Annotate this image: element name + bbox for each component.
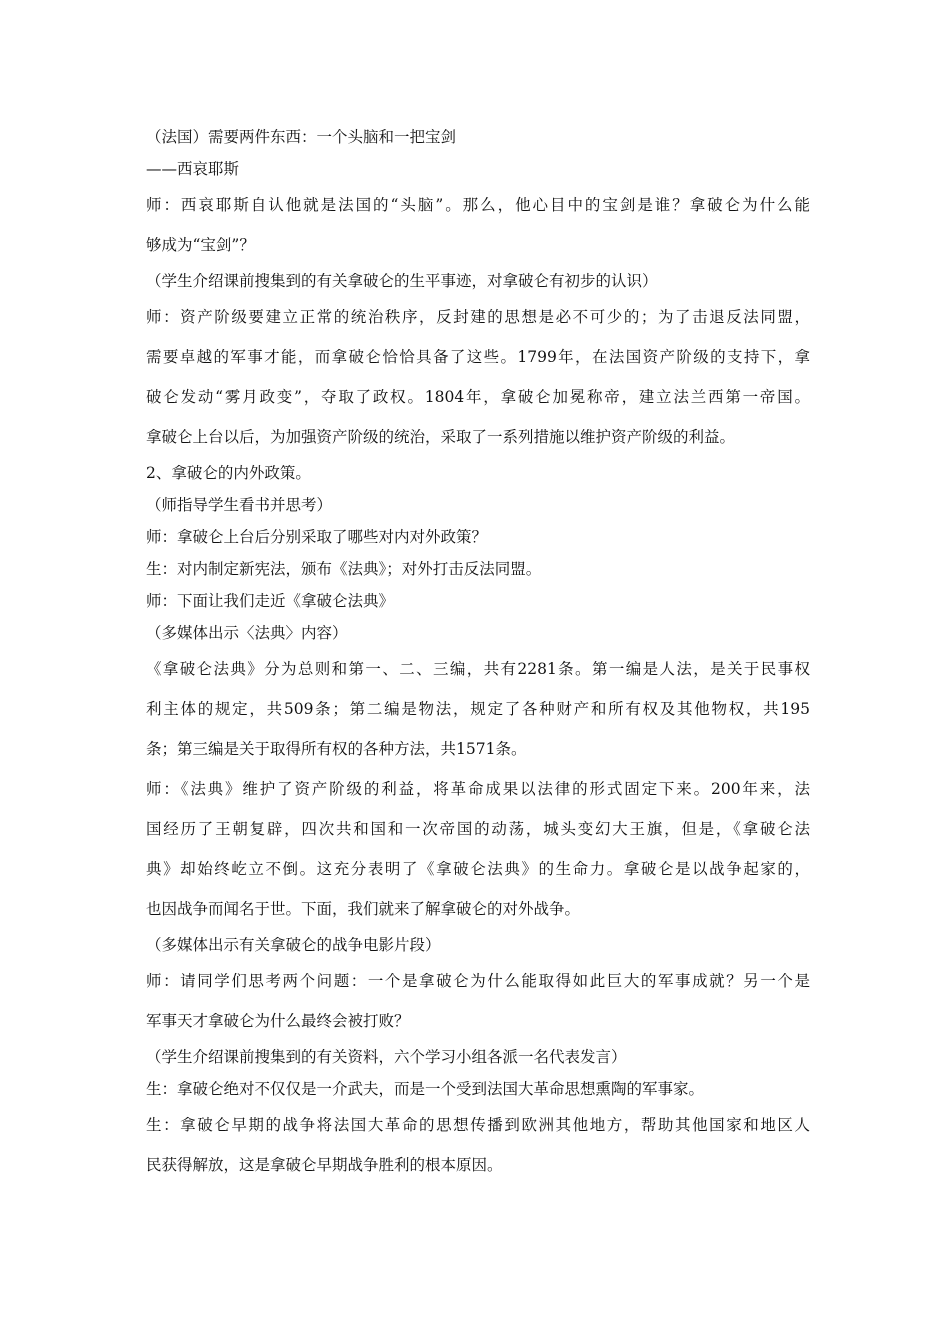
text-row: 师：西哀耶斯自认他就是法国的“头脑”。那么，他心目中的宝剑是谁？拿破仑为什么能	[146, 196, 810, 214]
document-body	[146, 121, 810, 1185]
text-row: 拿破仑上台以后，为加强资产阶级的统治，采取了一系列措施以维护资产阶级的利益。	[146, 428, 736, 446]
text-row: 《拿破仑法典》分为总则和第一、二、三编，共有2281条。第一编是人法，是关于民事权	[146, 660, 810, 678]
multimedia-note-code: （多媒体出示〈法典〉内容）	[146, 624, 348, 642]
text-row: 破仑发动“雾月政变”，夺取了政权。1804年，拿破仑加冕称帝，建立法兰西第一帝国。	[146, 388, 810, 406]
text-row: 需要卓越的军事才能，而拿破仑恰恰具备了这些。1799年，在法国资产阶级的支持下，拿	[146, 348, 810, 366]
code-description-paragraph	[146, 649, 810, 769]
text-row: 条；第三编是关于取得所有权的各种方法，共1571条。	[146, 740, 527, 758]
teacher-paragraph-code	[146, 769, 810, 929]
section-heading-policies: 2、拿破仑的内外政策。	[146, 464, 311, 482]
teacher-question-military	[146, 961, 810, 1041]
teacher-paragraph-rise	[146, 297, 810, 457]
teacher-question-policies: 师：拿破仑上台后分别采取了哪些对内对外政策？	[146, 528, 488, 546]
teacher-intro-code: 师：下面让我们走近《拿破仑法典》	[146, 592, 395, 610]
text-row: 够成为“宝剑”？	[146, 236, 255, 254]
student-answer-military: 生：拿破仑绝对不仅仅是一介武夫，而是一个受到法国大革命思想熏陶的军事家。	[146, 1080, 705, 1098]
student-answer-policies: 生：对内制定新宪法，颁布《法典》；对外打击反法同盟。	[146, 560, 542, 578]
teacher-paragraph-sword	[146, 185, 810, 265]
student-activity-note: （学生介绍课前搜集到的有关拿破仑的生平事迹，对拿破仑有初步的认识）	[146, 272, 658, 290]
text-row: 生：拿破仑早期的战争将法国大革命的思想传播到欧洲其他地方，帮助其他国家和地区人	[146, 1116, 810, 1134]
text-row: 民获得解放，这是拿破仑早期战争胜利的根本原因。	[146, 1156, 503, 1174]
text-row: 军事天才拿破仑为什么最终会被打败？	[146, 1012, 410, 1030]
text-row: 也因战争而闻名于世。下面，我们就来了解拿破仑的对外战争。	[146, 900, 581, 918]
text-row: 利主体的规定，共509条；第二编是物法，规定了各种财产和所有权及其他物权，共195	[146, 700, 810, 718]
text-row: 师：请同学们思考两个问题：一个是拿破仑为什么能取得如此巨大的军事成就？另一个是	[146, 972, 810, 990]
text-row: 国经历了王朝复辟，四次共和国和一次帝国的动荡，城头变幻大王旗，但是，《拿破仑法	[146, 820, 810, 838]
epigraph-quote: （法国）需要两件东西：一个头脑和一把宝剑	[146, 128, 457, 146]
teacher-guidance-note: （师指导学生看书并思考）	[146, 496, 333, 514]
text-row: 典》却始终屹立不倒。这充分表明了《拿破仑法典》的生命力。拿破仑是以战争起家的，	[146, 860, 810, 878]
student-answer-early-wars	[146, 1105, 810, 1185]
epigraph-author: ——西哀耶斯	[146, 160, 240, 178]
text-row: 师：《法典》维护了资产阶级的利益，将革命成果以法律的形式固定下来。200年来，法	[146, 780, 810, 798]
text-row: 师：资产阶级要建立正常的统治秩序，反封建的思想是必不可少的；为了击退反法同盟，	[146, 308, 810, 326]
multimedia-note-film: （多媒体出示有关拿破仑的战争电影片段）	[146, 936, 441, 954]
student-group-note: （学生介绍课前搜集到的有关资料，六个学习小组各派一名代表发言）	[146, 1048, 627, 1066]
